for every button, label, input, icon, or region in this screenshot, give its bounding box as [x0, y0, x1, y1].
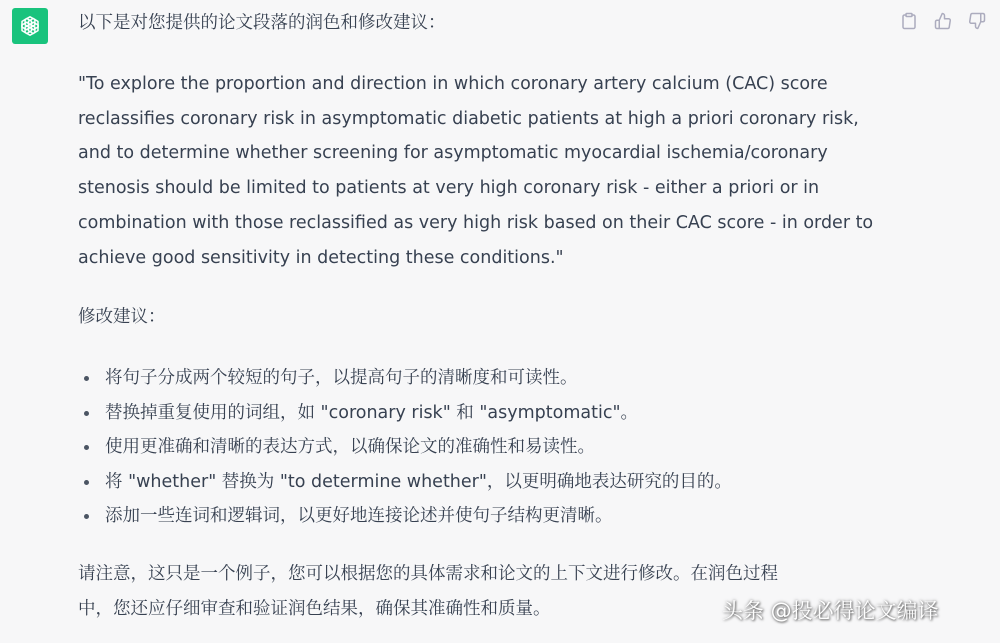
suggestions-list	[78, 361, 732, 534]
quote-line: achieve good sensitivity in detecting these conditions."	[78, 247, 564, 268]
message-intro: 以下是对您提供的论文段落的润色和修改建议：	[78, 13, 446, 33]
openai-logo-icon	[17, 13, 43, 39]
quote-line: and to determine whether screening for asymptomatic myocardial ischemia/coronary	[78, 143, 828, 164]
thumbs-down-icon	[968, 12, 986, 30]
closing-note	[78, 557, 778, 626]
thumbs-down-button[interactable]	[966, 10, 988, 32]
quote-line: combination with those reclassified as very high risk based on their CAC score - in order to	[78, 212, 874, 233]
copy-button[interactable]	[898, 10, 920, 32]
clipboard-icon	[900, 12, 918, 30]
list-item: 将 "whether" 替换为 "to determine whether"，以更明确地表达研究的目的。	[78, 465, 732, 500]
assistant-avatar	[12, 8, 48, 44]
list-item: 将句子分成两个较短的句子，以提高句子的清晰度和可读性。	[78, 361, 732, 396]
suggestions-heading: 修改建议：	[78, 307, 166, 327]
quote-line: reclassifies coronary risk in asymptomatic diabetic patients at high a priori coronary risk,	[78, 108, 859, 129]
thumbs-up-icon	[934, 12, 952, 30]
list-item: 添加一些连词和逻辑词，以更好地连接论述并使句子结构更清晰。	[78, 499, 732, 534]
quote-line: stenosis should be limited to patients at very high coronary risk - either a priori or in	[78, 178, 820, 199]
note-line: 中，您还应仔细审查和验证润色结果，确保其准确性和质量。	[78, 598, 551, 619]
note-line: 请注意，这只是一个例子，您可以根据您的具体需求和论文的上下文进行修改。在润色过程	[78, 564, 778, 584]
list-item: 使用更准确和清晰的表达方式，以确保论文的准确性和易读性。	[78, 430, 732, 465]
quote-line: "To explore the proportion and direction in which coronary artery calcium (CAC) score	[78, 74, 828, 94]
thumbs-up-button[interactable]	[932, 10, 954, 32]
list-item: 替换掉重复使用的词组，如 "coronary risk" 和 "asymptomatic"。	[78, 396, 732, 431]
watermark: 头条 @投必得论文编译	[722, 599, 939, 623]
quoted-paragraph	[78, 67, 878, 275]
message-actions	[898, 10, 988, 32]
